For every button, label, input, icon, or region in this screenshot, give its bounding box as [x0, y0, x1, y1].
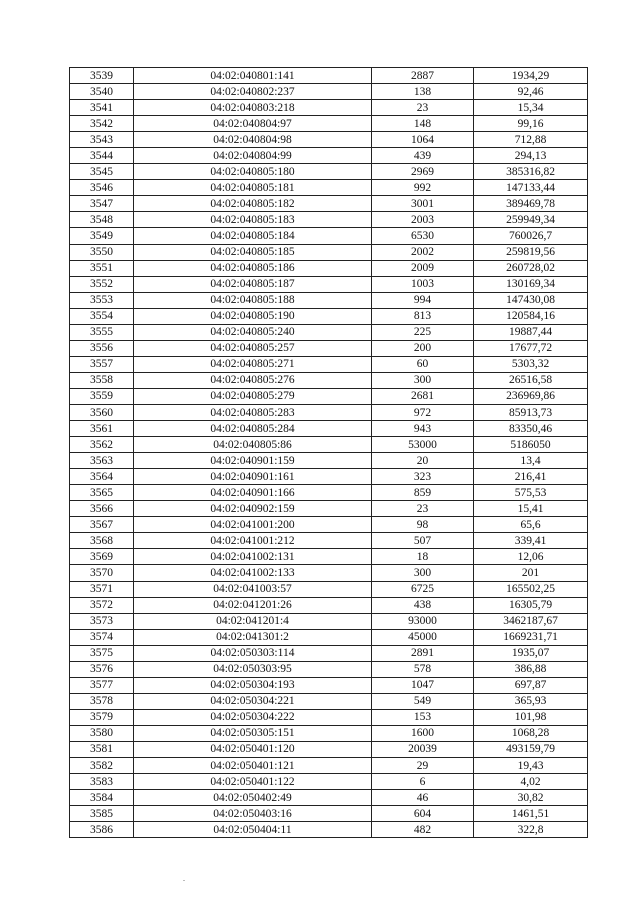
- area-cell: 6725: [372, 581, 474, 597]
- cadastral-number-cell: 04:02:040805:284: [134, 421, 372, 437]
- row-number-cell: 3539: [70, 68, 134, 84]
- cadastral-number-cell: 04:02:050401:120: [134, 741, 372, 757]
- row-number-cell: 3568: [70, 533, 134, 549]
- area-cell: 438: [372, 597, 474, 613]
- cadastral-number-cell: 04:02:041001:212: [134, 533, 372, 549]
- table-row: [70, 324, 588, 340]
- row-number-cell: 3563: [70, 453, 134, 469]
- area-cell: 225: [372, 324, 474, 340]
- table-row: [70, 164, 588, 180]
- cadastral-number-cell: 04:02:050303:95: [134, 661, 372, 677]
- value-cell: 5186050: [474, 437, 588, 453]
- cadastral-number-cell: 04:02:040901:166: [134, 485, 372, 501]
- cadastral-number-cell: 04:02:050402:49: [134, 790, 372, 806]
- cadastral-number-cell: 04:02:050404:11: [134, 822, 372, 838]
- row-number-cell: 3546: [70, 180, 134, 196]
- table-row: [70, 533, 588, 549]
- area-cell: 6: [372, 774, 474, 790]
- area-cell: 138: [372, 84, 474, 100]
- cadastral-number-cell: 04:02:040801:141: [134, 68, 372, 84]
- table-body: [70, 68, 588, 838]
- table-row: [70, 774, 588, 790]
- table-row: [70, 132, 588, 148]
- area-cell: 148: [372, 116, 474, 132]
- area-cell: 300: [372, 372, 474, 388]
- value-cell: 201: [474, 565, 588, 581]
- table-row: [70, 741, 588, 757]
- cadastral-number-cell: 04:02:041201:26: [134, 597, 372, 613]
- row-number-cell: 3580: [70, 725, 134, 741]
- cadastral-number-cell: 04:02:040901:159: [134, 453, 372, 469]
- cadastral-number-cell: 04:02:050305:151: [134, 725, 372, 741]
- value-cell: 493159,79: [474, 741, 588, 757]
- table-row: [70, 517, 588, 533]
- value-cell: 1461,51: [474, 806, 588, 822]
- value-cell: 15,41: [474, 501, 588, 517]
- row-number-cell: 3560: [70, 404, 134, 420]
- area-cell: 2969: [372, 164, 474, 180]
- value-cell: 236969,86: [474, 388, 588, 404]
- row-number-cell: 3561: [70, 421, 134, 437]
- area-cell: 45000: [372, 629, 474, 645]
- row-number-cell: 3558: [70, 372, 134, 388]
- value-cell: 386,88: [474, 661, 588, 677]
- area-cell: 439: [372, 148, 474, 164]
- value-cell: 4,02: [474, 774, 588, 790]
- cadastral-number-cell: 04:02:040805:184: [134, 228, 372, 244]
- area-cell: 482: [372, 822, 474, 838]
- row-number-cell: 3541: [70, 100, 134, 116]
- cadastral-number-cell: 04:02:040805:240: [134, 324, 372, 340]
- value-cell: 1934,29: [474, 68, 588, 84]
- value-cell: 260728,02: [474, 260, 588, 276]
- value-cell: 575,53: [474, 485, 588, 501]
- value-cell: 13,4: [474, 453, 588, 469]
- table-row: [70, 725, 588, 741]
- row-number-cell: 3571: [70, 581, 134, 597]
- cadastral-number-cell: 04:02:040805:257: [134, 340, 372, 356]
- table-row: [70, 758, 588, 774]
- value-cell: 322,8: [474, 822, 588, 838]
- value-cell: 339,41: [474, 533, 588, 549]
- area-cell: 323: [372, 469, 474, 485]
- cadastral-number-cell: 04:02:050401:121: [134, 758, 372, 774]
- area-cell: 1064: [372, 132, 474, 148]
- value-cell: 165502,25: [474, 581, 588, 597]
- area-cell: 300: [372, 565, 474, 581]
- value-cell: 101,98: [474, 709, 588, 725]
- cadastral-number-cell: 04:02:040804:99: [134, 148, 372, 164]
- row-number-cell: 3581: [70, 741, 134, 757]
- value-cell: 389469,78: [474, 196, 588, 212]
- area-cell: 1600: [372, 725, 474, 741]
- cadastral-number-cell: 04:02:041003:57: [134, 581, 372, 597]
- row-number-cell: 3565: [70, 485, 134, 501]
- row-number-cell: 3545: [70, 164, 134, 180]
- row-number-cell: 3576: [70, 661, 134, 677]
- table-row: [70, 485, 588, 501]
- value-cell: 216,41: [474, 469, 588, 485]
- row-number-cell: 3573: [70, 613, 134, 629]
- area-cell: 2887: [372, 68, 474, 84]
- row-number-cell: 3570: [70, 565, 134, 581]
- table-row: [70, 437, 588, 453]
- table-row: [70, 629, 588, 645]
- row-number-cell: 3559: [70, 388, 134, 404]
- value-cell: 92,46: [474, 84, 588, 100]
- value-cell: 259949,34: [474, 212, 588, 228]
- value-cell: 1935,07: [474, 645, 588, 661]
- area-cell: 98: [372, 517, 474, 533]
- cadastral-number-cell: 04:02:041002:133: [134, 565, 372, 581]
- value-cell: 365,93: [474, 693, 588, 709]
- table-row: [70, 790, 588, 806]
- cadastral-value-table: [69, 67, 588, 838]
- cadastral-number-cell: 04:02:040805:279: [134, 388, 372, 404]
- table-row: [70, 549, 588, 565]
- cadastral-number-cell: 04:02:040805:187: [134, 276, 372, 292]
- cadastral-number-cell: 04:02:040802:237: [134, 84, 372, 100]
- scan-speck: [183, 880, 185, 881]
- area-cell: 994: [372, 292, 474, 308]
- table-row: [70, 180, 588, 196]
- cadastral-number-cell: 04:02:040805:183: [134, 212, 372, 228]
- table-row: [70, 228, 588, 244]
- cadastral-number-cell: 04:02:040901:161: [134, 469, 372, 485]
- row-number-cell: 3555: [70, 324, 134, 340]
- cadastral-number-cell: 04:02:050304:222: [134, 709, 372, 725]
- area-cell: 20: [372, 453, 474, 469]
- row-number-cell: 3586: [70, 822, 134, 838]
- cadastral-number-cell: 04:02:040805:182: [134, 196, 372, 212]
- row-number-cell: 3577: [70, 677, 134, 693]
- cadastral-number-cell: 04:02:041201:4: [134, 613, 372, 629]
- row-number-cell: 3544: [70, 148, 134, 164]
- row-number-cell: 3540: [70, 84, 134, 100]
- cadastral-number-cell: 04:02:050403:16: [134, 806, 372, 822]
- table-row: [70, 404, 588, 420]
- table-row: [70, 581, 588, 597]
- table-row: [70, 276, 588, 292]
- area-cell: 507: [372, 533, 474, 549]
- area-cell: 549: [372, 693, 474, 709]
- area-cell: 2002: [372, 244, 474, 260]
- area-cell: 2003: [372, 212, 474, 228]
- area-cell: 23: [372, 100, 474, 116]
- row-number-cell: 3550: [70, 244, 134, 260]
- value-cell: 760026,7: [474, 228, 588, 244]
- area-cell: 604: [372, 806, 474, 822]
- row-number-cell: 3566: [70, 501, 134, 517]
- value-cell: 99,16: [474, 116, 588, 132]
- value-cell: 3462187,67: [474, 613, 588, 629]
- value-cell: 697,87: [474, 677, 588, 693]
- area-cell: 578: [372, 661, 474, 677]
- cadastral-number-cell: 04:02:040805:271: [134, 356, 372, 372]
- row-number-cell: 3564: [70, 469, 134, 485]
- cadastral-number-cell: 04:02:040805:181: [134, 180, 372, 196]
- cadastral-number-cell: 04:02:040805:180: [134, 164, 372, 180]
- row-number-cell: 3556: [70, 340, 134, 356]
- table-row: [70, 84, 588, 100]
- table-row: [70, 388, 588, 404]
- table-row: [70, 421, 588, 437]
- table-row: [70, 68, 588, 84]
- table-row: [70, 565, 588, 581]
- table-row: [70, 453, 588, 469]
- area-cell: 60: [372, 356, 474, 372]
- value-cell: 147430,08: [474, 292, 588, 308]
- cadastral-number-cell: 04:02:040805:188: [134, 292, 372, 308]
- table-row: [70, 212, 588, 228]
- row-number-cell: 3583: [70, 774, 134, 790]
- table-row: [70, 116, 588, 132]
- table-row: [70, 677, 588, 693]
- value-cell: 17677,72: [474, 340, 588, 356]
- row-number-cell: 3557: [70, 356, 134, 372]
- value-cell: 30,82: [474, 790, 588, 806]
- row-number-cell: 3574: [70, 629, 134, 645]
- row-number-cell: 3543: [70, 132, 134, 148]
- area-cell: 46: [372, 790, 474, 806]
- value-cell: 259819,56: [474, 244, 588, 260]
- area-cell: 23: [372, 501, 474, 517]
- cadastral-number-cell: 04:02:040805:283: [134, 404, 372, 420]
- row-number-cell: 3554: [70, 308, 134, 324]
- area-cell: 1003: [372, 276, 474, 292]
- area-cell: 18: [372, 549, 474, 565]
- row-number-cell: 3572: [70, 597, 134, 613]
- area-cell: 3001: [372, 196, 474, 212]
- value-cell: 147133,44: [474, 180, 588, 196]
- table-row: [70, 822, 588, 838]
- area-cell: 93000: [372, 613, 474, 629]
- area-cell: 1047: [372, 677, 474, 693]
- table-row: [70, 260, 588, 276]
- value-cell: 26516,58: [474, 372, 588, 388]
- table-row: [70, 645, 588, 661]
- value-cell: 83350,46: [474, 421, 588, 437]
- value-cell: 1068,28: [474, 725, 588, 741]
- row-number-cell: 3575: [70, 645, 134, 661]
- row-number-cell: 3569: [70, 549, 134, 565]
- row-number-cell: 3584: [70, 790, 134, 806]
- cadastral-number-cell: 04:02:040805:186: [134, 260, 372, 276]
- area-cell: 2681: [372, 388, 474, 404]
- area-cell: 153: [372, 709, 474, 725]
- area-cell: 972: [372, 404, 474, 420]
- table-row: [70, 661, 588, 677]
- table-row: [70, 244, 588, 260]
- table-row: [70, 292, 588, 308]
- cadastral-number-cell: 04:02:040902:159: [134, 501, 372, 517]
- value-cell: 65,6: [474, 517, 588, 533]
- row-number-cell: 3582: [70, 758, 134, 774]
- cadastral-number-cell: 04:02:050304:193: [134, 677, 372, 693]
- table-row: [70, 693, 588, 709]
- table-row: [70, 356, 588, 372]
- cadastral-number-cell: 04:02:040804:98: [134, 132, 372, 148]
- area-cell: 2009: [372, 260, 474, 276]
- row-number-cell: 3562: [70, 437, 134, 453]
- row-number-cell: 3585: [70, 806, 134, 822]
- row-number-cell: 3549: [70, 228, 134, 244]
- cadastral-number-cell: 04:02:040803:218: [134, 100, 372, 116]
- value-cell: 85913,73: [474, 404, 588, 420]
- cadastral-number-cell: 04:02:041301:2: [134, 629, 372, 645]
- row-number-cell: 3579: [70, 709, 134, 725]
- area-cell: 992: [372, 180, 474, 196]
- area-cell: 859: [372, 485, 474, 501]
- table-row: [70, 709, 588, 725]
- cadastral-number-cell: 04:02:040805:276: [134, 372, 372, 388]
- area-cell: 6530: [372, 228, 474, 244]
- table-row: [70, 372, 588, 388]
- cadastral-number-cell: 04:02:050401:122: [134, 774, 372, 790]
- row-number-cell: 3542: [70, 116, 134, 132]
- table-row: [70, 501, 588, 517]
- value-cell: 712,88: [474, 132, 588, 148]
- table-row: [70, 597, 588, 613]
- value-cell: 1669231,71: [474, 629, 588, 645]
- value-cell: 120584,16: [474, 308, 588, 324]
- value-cell: 5303,32: [474, 356, 588, 372]
- table-row: [70, 100, 588, 116]
- area-cell: 943: [372, 421, 474, 437]
- area-cell: 200: [372, 340, 474, 356]
- table-row: [70, 196, 588, 212]
- table-row: [70, 806, 588, 822]
- value-cell: 12,06: [474, 549, 588, 565]
- row-number-cell: 3552: [70, 276, 134, 292]
- row-number-cell: 3567: [70, 517, 134, 533]
- row-number-cell: 3548: [70, 212, 134, 228]
- cadastral-number-cell: 04:02:050304:221: [134, 693, 372, 709]
- table-row: [70, 308, 588, 324]
- area-cell: 2891: [372, 645, 474, 661]
- value-cell: 19887,44: [474, 324, 588, 340]
- row-number-cell: 3578: [70, 693, 134, 709]
- table-row: [70, 469, 588, 485]
- table-row: [70, 613, 588, 629]
- value-cell: 15,34: [474, 100, 588, 116]
- area-cell: 813: [372, 308, 474, 324]
- table-row: [70, 340, 588, 356]
- row-number-cell: 3553: [70, 292, 134, 308]
- cadastral-number-cell: 04:02:040805:190: [134, 308, 372, 324]
- area-cell: 20039: [372, 741, 474, 757]
- value-cell: 19,43: [474, 758, 588, 774]
- cadastral-number-cell: 04:02:041001:200: [134, 517, 372, 533]
- area-cell: 29: [372, 758, 474, 774]
- table-row: [70, 148, 588, 164]
- area-cell: 53000: [372, 437, 474, 453]
- row-number-cell: 3551: [70, 260, 134, 276]
- cadastral-number-cell: 04:02:040805:185: [134, 244, 372, 260]
- value-cell: 385316,82: [474, 164, 588, 180]
- cadastral-number-cell: 04:02:041002:131: [134, 549, 372, 565]
- cadastral-number-cell: 04:02:040804:97: [134, 116, 372, 132]
- row-number-cell: 3547: [70, 196, 134, 212]
- cadastral-number-cell: 04:02:050303:114: [134, 645, 372, 661]
- value-cell: 130169,34: [474, 276, 588, 292]
- value-cell: 294,13: [474, 148, 588, 164]
- value-cell: 16305,79: [474, 597, 588, 613]
- cadastral-number-cell: 04:02:040805:86: [134, 437, 372, 453]
